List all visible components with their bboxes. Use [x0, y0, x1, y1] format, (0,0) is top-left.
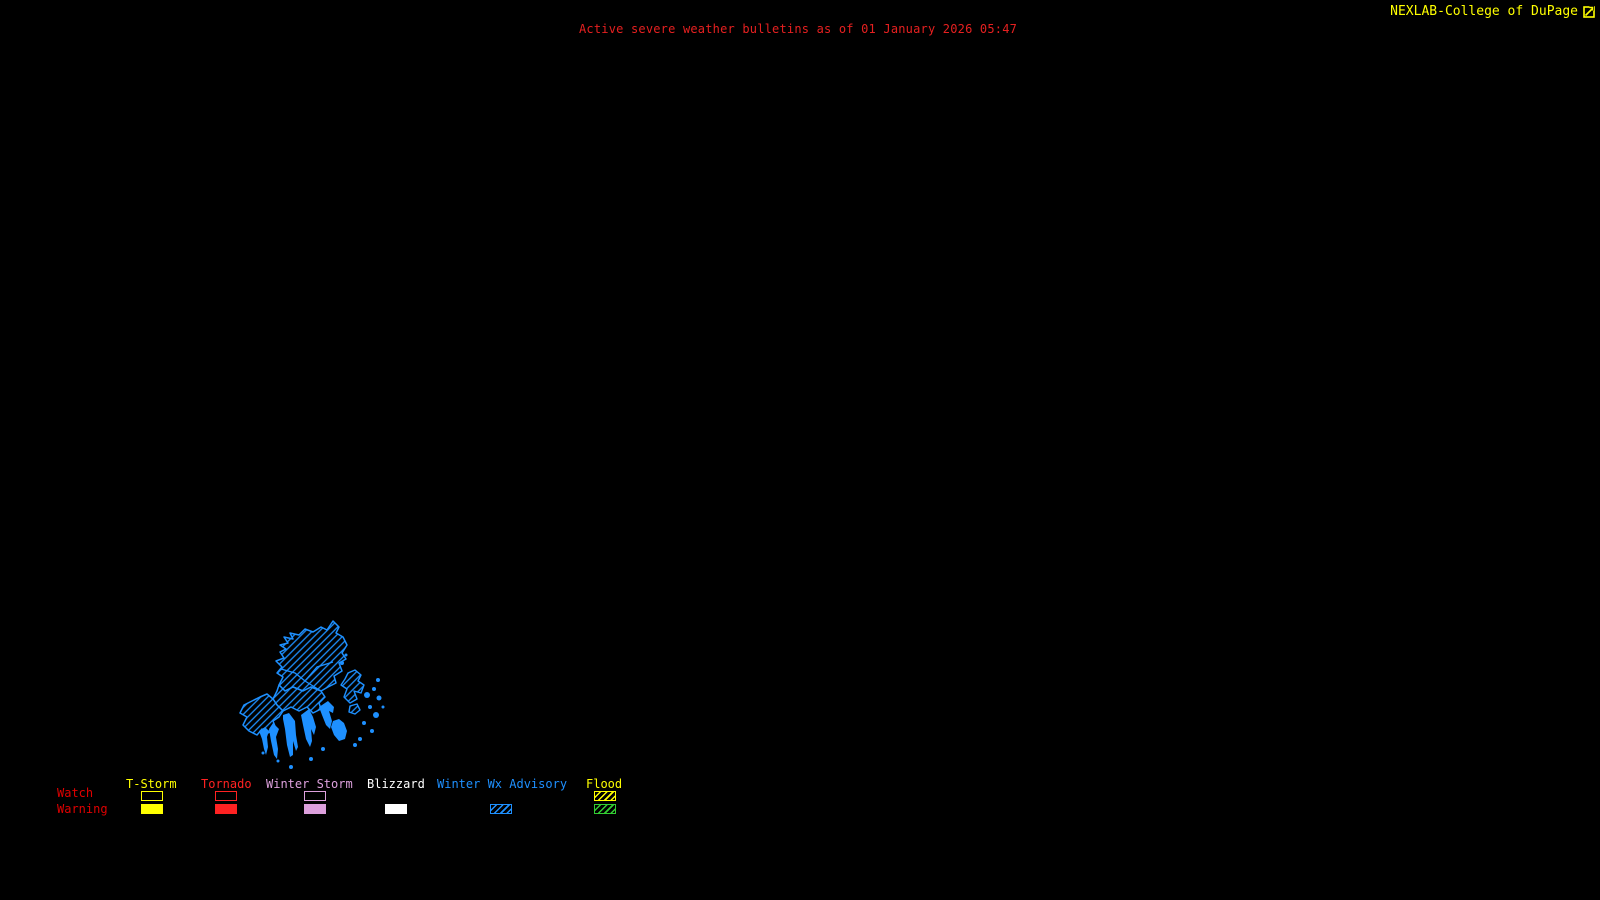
legend-col-blizzard-label: Blizzard: [367, 777, 425, 791]
swatch-winter-storm-warning: [304, 804, 326, 814]
winter-wx-advisory-map-region: [233, 603, 393, 778]
swatch-tstorm-warning: [141, 804, 163, 814]
swatch-tornado-warning: [215, 804, 237, 814]
legend-col-winter-storm-label: Winter Storm: [266, 777, 353, 791]
legend-col-tstorm-label: T-Storm: [126, 777, 177, 791]
advisory-island-county: [349, 704, 360, 714]
swatch-blizzard-warning: [385, 804, 407, 814]
swatch-winter-wx-advisory: [490, 804, 512, 814]
swatch-flood-watch: [594, 791, 616, 801]
swatch-flood-warning: [594, 804, 616, 814]
brand-label: NEXLAB-College of DuPage: [1390, 4, 1578, 19]
swatch-winter-storm-watch: [304, 791, 326, 801]
legend-col-tornado-label: Tornado: [201, 777, 252, 791]
page-title: Active severe weather bulletins as of 01 January 2026 05:47: [579, 22, 1018, 36]
swatch-tornado-watch: [215, 791, 237, 801]
box-diagonal-arrow-icon: [1583, 5, 1596, 18]
advisory-county-north: [276, 621, 347, 691]
legend-row-watch-label: Watch: [57, 786, 94, 800]
legend-col-winter-wx-advisory-label: Winter Wx Advisory: [437, 777, 568, 791]
swatch-tstorm-watch: [141, 791, 163, 801]
advisory-island-county: [341, 670, 364, 703]
legend-row-warning-label: Warning: [57, 802, 108, 816]
legend-col-flood-label: Flood: [586, 777, 623, 791]
